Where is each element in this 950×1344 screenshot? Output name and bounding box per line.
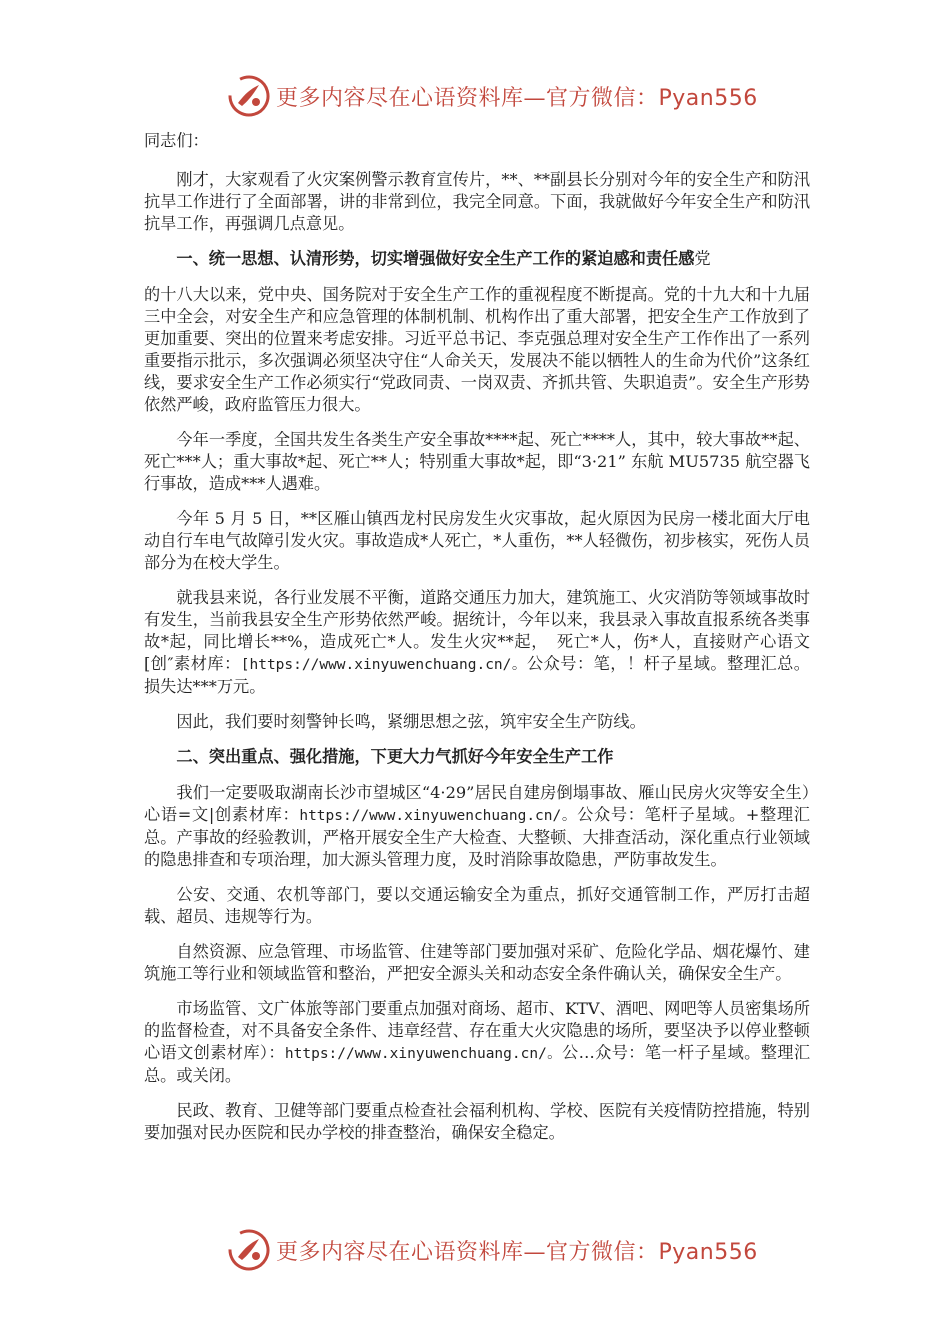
- watermark-banner-top: [226, 70, 758, 122]
- watermark-text: 更多内容尽在心语资料库—官方微信：Pyan556: [276, 85, 758, 111]
- paragraph-county-stats: 就我县来说，各行业发展不平衡，道路交通压力加大，建筑施工、火灾消防等领域事故时有发生，当前我县安全生产形势依然严峻。据统计，今年以来，我县录入事故直报系统各类事故*起，同比增长**%，造成死亡*人。发生火灾**起， 死亡*人，伤*人，直接财产心语文[创″素材库：[https://www.xinyuwenchuang.cn/。公众号：笔，！杆子星域。整理汇总。损失达***万元。: [144, 588, 810, 696]
- document-body: [144, 130, 810, 1157]
- paragraph-market: 市场监管、文广体旅等部门要重点加强对商场、超市、KTV、酒吧、网吧等人员密集场所的监督检查，对不具备安全条件、违章经营、存在重大火灾隐患的场所，要坚决予以停业整顿心语文创素材库）：https://www.xinyuwenchuang.cn/。公…众号：笔一杆子星域。整理汇总。或关闭。: [144, 999, 811, 1085]
- paragraph-civil-affairs: 民政、教育、卫健等部门要重点检查社会福利机构、学校、医院有关疫情防控措施，特别要加强对民办医院和民办学校的排查整治，确保安全稳定。: [144, 1101, 810, 1142]
- section-heading-1: 一、统一思想、认清形势，切实增强做好安全生产工作的紧迫感和责任感党: [176, 249, 711, 268]
- paragraph-alert: 因此，我们要时刻警钟长鸣，紧绷思想之弦，筑牢安全生产防线。: [176, 712, 646, 731]
- paragraph-national-stats: 今年一季度，全国共发生各类生产安全事故****起、死亡****人，其中，较大事故**起、死亡***人；重大事故*起、死亡**人；特别重大事故*起，即“3·21” 东航 MU5735 航空器飞行事故，造成***人遇难。: [144, 430, 810, 493]
- paragraph-intro: 刚才，大家观看了火灾案例警示教育宣传片，**、**副县长分别对今年的安全生产和防汛抗旱工作进行了全面部署，讲的非常到位，我完全同意。下面，我就做好今年安全生产和防汛抗旱工作，再强调几点意见。: [144, 170, 810, 233]
- xinyu-logo-icon: [226, 1227, 272, 1273]
- watermark-banner-bottom: [226, 1224, 758, 1276]
- xinyu-logo-icon: [226, 73, 272, 119]
- paragraph-resources: 自然资源、应急管理、市场监管、住建等部门要加强对采矿、危险化学品、烟花爆竹、建筑施工等行业和领域监管和整治，严把安全源头关和动态安全条件确认关，确保安全生产。: [144, 942, 810, 983]
- salutation: 同志们：: [144, 131, 209, 150]
- paragraph-lessons: 我们一定要吸取湖南长沙市望城区“4·29”居民自建房倒塌事故、雁山民房火灾等安全生）心语=文|创素材库：https://www.xinyuwenchuang.cn/。公众号：笔杆子星域。+整理汇总。产事故的经验教训，严格开展安全生产大检查、大整顿、大排查活动，深化重点行业领域的隐患排查和专项治理，加大源头管理力度，及时消除事故隐患，严防事故发生。: [144, 783, 810, 869]
- wechat-id: Pyan556: [658, 1239, 758, 1265]
- paragraph-fire-incident: 今年 5 月 5 日，**区雁山镇西龙村民房发生火灾事故，起火原因为民房一楼北面大厅电动自行车电气故障引发火灾。事故造成*人死亡，*人重伤，**人轻微伤，初步核实，死伤人员部分为在校大学生。: [144, 509, 810, 572]
- paragraph-traffic: 公安、交通、农机等部门，要以交通运输安全为重点，抓好交通管制工作，严厉打击超载、超员、违规等行为。: [144, 885, 810, 926]
- watermark-text: 更多内容尽在心语资料库—官方微信：Pyan556: [276, 1239, 758, 1265]
- wechat-id: Pyan556: [658, 85, 758, 111]
- paragraph-situation: 的十八大以来，党中央、国务院对于安全生产工作的重视程度不断提高。党的十九大和十九届三中全会，对安全生产和应急管理的体制机制、机构作出了重大部署，把安全生产工作放到了更加重要、突出的位置来考虑安排。习近平总书记、李克强总理对安全生产工作作出了一系列重要指示批示，多次强调必须坚决守住“人命关天，发展决不能以牺牲人的生命为代价”这条红线，要求安全生产工作必须实行“党政同责、一岗双责、齐抓共管、失职追责”。安全生产形势依然严峻，政府监管压力很大。: [144, 285, 810, 414]
- section-heading-2: 二、突出重点、强化措施，下更大力气抓好今年安全生产工作: [176, 747, 614, 766]
